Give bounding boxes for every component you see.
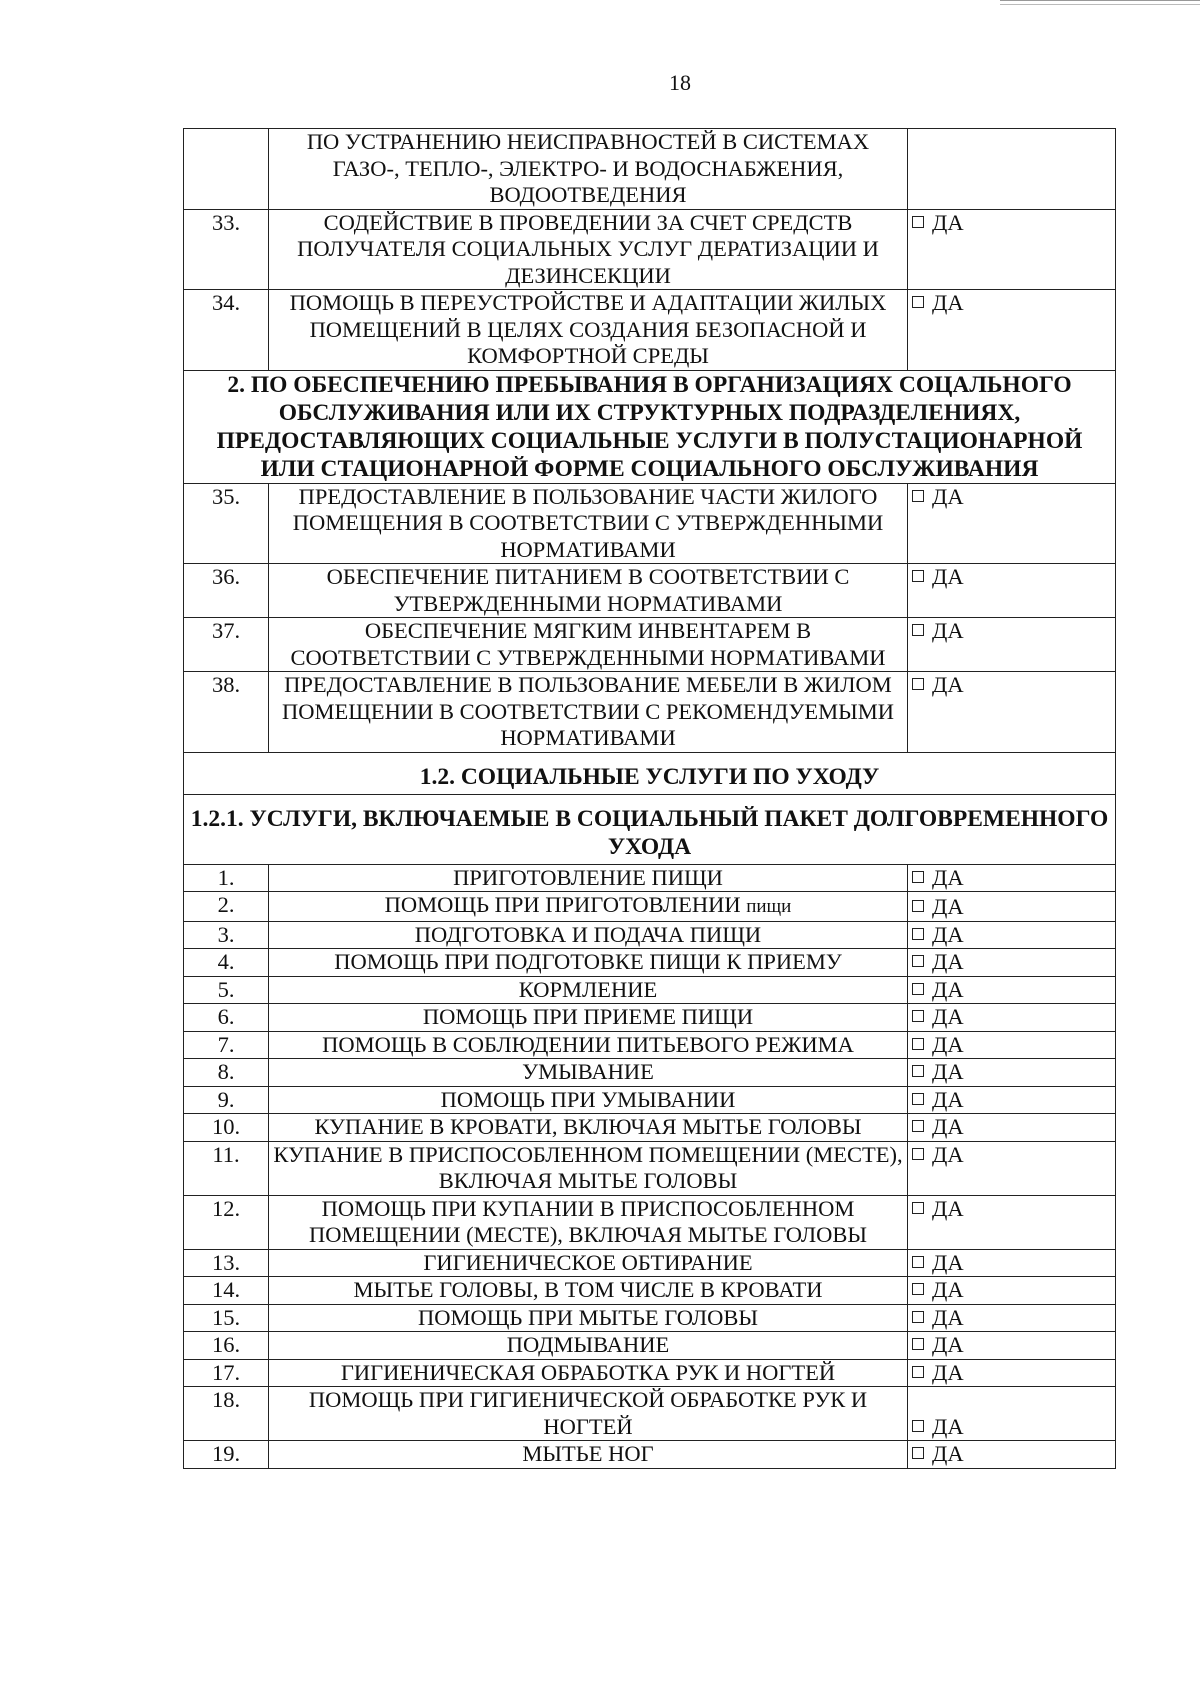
checkbox-label: ДА — [932, 1413, 964, 1439]
checkbox-label: ДА — [932, 483, 964, 509]
table-row — [184, 1277, 1116, 1305]
row-number: 5. — [184, 976, 269, 1004]
row-check — [908, 618, 1116, 672]
row-text — [269, 1086, 908, 1114]
row-text — [269, 1441, 908, 1469]
scan-edge-mark — [1000, 0, 1200, 5]
row-number: 3. — [184, 921, 269, 949]
table-row — [184, 129, 1116, 210]
table-row — [184, 921, 1116, 949]
row-check — [908, 1332, 1116, 1360]
checkbox-icon[interactable] — [912, 1093, 924, 1105]
row-number: 9. — [184, 1086, 269, 1114]
row-text-small: пищи — [746, 896, 792, 917]
row-number: 34. — [184, 290, 269, 371]
checkbox-icon[interactable] — [912, 296, 924, 308]
row-text — [269, 1359, 908, 1387]
table-row — [184, 1387, 1116, 1441]
row-text — [269, 1304, 908, 1332]
row-number: 16. — [184, 1332, 269, 1360]
row-text — [269, 564, 908, 618]
row-text-main: МЫТЬЕ ГОЛОВЫ, В ТОМ ЧИСЛЕ В КРОВАТИ — [353, 1277, 823, 1302]
table-row — [184, 892, 1116, 922]
row-number: 6. — [184, 1004, 269, 1032]
row-text — [269, 892, 908, 922]
checkbox-label: ДА — [932, 1031, 964, 1057]
row-number: 10. — [184, 1114, 269, 1142]
checkbox-label: ДА — [932, 1332, 964, 1357]
section-1-2-row — [184, 752, 1116, 794]
section-heading: 2. ПО ОБЕСПЕЧЕНИЮ ПРЕБЫВАНИЯ В ОРГАНИЗАЦИЯХ СОЦАЛЬНОГО ОБСЛУЖИВАНИЯ ИЛИ ИХ СТРУКТУРНЫХ ПОДРАЗДЕЛЕНИЯХ, ПРЕДОСТАВЛЯЮЩИХ СОЦИАЛЬНЫЕ УСЛУГИ В ПОЛУСТАЦИОНАРНОЙ ИЛИ СТАЦИОНАРНОЙ ФОРМЕ СОЦИАЛЬНОГО ОБСЛУЖИВАНИЯ — [184, 370, 1116, 483]
section-heading: 1.2. СОЦИАЛЬНЫЕ УСЛУГИ ПО УХОДУ — [184, 752, 1116, 794]
checkbox-icon[interactable] — [912, 1010, 924, 1022]
row-text-main: КОРМЛЕНИЕ — [518, 976, 658, 1002]
row-number: 7. — [184, 1031, 269, 1059]
table-row — [184, 1195, 1116, 1249]
row-number: 36. — [184, 564, 269, 618]
row-check — [908, 129, 1116, 210]
row-text — [269, 618, 908, 672]
checkbox-label: ДА — [932, 1277, 964, 1302]
table-row — [184, 1359, 1116, 1387]
row-check — [908, 949, 1116, 977]
row-text-main: ПРЕДОСТАВЛЕНИЕ В ПОЛЬЗОВАНИЕ МЕБЕЛИ В ЖИЛОМ ПОМЕЩЕНИИ В СООТВЕТСТВИИ С РЕКОМЕНДУЕМЫМИ НОРМАТИВАМИ — [281, 672, 895, 750]
row-text — [269, 483, 908, 564]
row-text — [269, 1195, 908, 1249]
row-check — [908, 976, 1116, 1004]
row-text — [269, 672, 908, 753]
row-number: 18. — [184, 1387, 269, 1441]
table-row — [184, 1031, 1116, 1059]
row-text-main: ПРЕДОСТАВЛЕНИЕ В ПОЛЬЗОВАНИЕ ЧАСТИ ЖИЛОГО ПОМЕЩЕНИЯ В СООТВЕТСТВИИ С УТВЕРЖДЕННЫМИ НОРМАТИВАМИ — [292, 483, 884, 562]
row-text-main: МЫТЬЕ НОГ — [522, 1441, 654, 1466]
row-number: 4. — [184, 949, 269, 977]
checkbox-icon[interactable] — [912, 1447, 924, 1459]
checkbox-icon[interactable] — [912, 1311, 924, 1323]
checkbox-icon[interactable] — [912, 871, 924, 883]
row-check — [908, 1277, 1116, 1305]
row-text — [269, 209, 908, 290]
checkbox-icon[interactable] — [912, 216, 924, 228]
checkbox-label: ДА — [932, 894, 964, 919]
row-number: 33. — [184, 209, 269, 290]
row-text-main: КУПАНИЕ В КРОВАТИ, ВКЛЮЧАЯ МЫТЬЕ ГОЛОВЫ — [314, 1114, 862, 1139]
row-check — [908, 1304, 1116, 1332]
checkbox-icon[interactable] — [912, 1256, 924, 1268]
table-row — [184, 1249, 1116, 1277]
row-text-main: КУПАНИЕ В ПРИСПОСОБЛЕННОМ ПОМЕЩЕНИИ (МЕСТЕ), ВКЛЮЧАЯ МЫТЬЕ ГОЛОВЫ — [273, 1141, 903, 1193]
services-table — [183, 128, 1116, 1469]
checkbox-label: ДА — [932, 1059, 964, 1084]
checkbox-label: ДА — [932, 564, 964, 589]
row-check — [908, 921, 1116, 949]
row-number: 38. — [184, 672, 269, 753]
checkbox-label: ДА — [932, 1441, 964, 1466]
table-row — [184, 1441, 1116, 1469]
row-text — [269, 290, 908, 371]
row-number — [184, 129, 269, 210]
row-number: 13. — [184, 1249, 269, 1277]
row-check — [908, 1249, 1116, 1277]
checkbox-icon[interactable] — [912, 1283, 924, 1295]
row-number: 2. — [184, 892, 269, 922]
row-check — [908, 290, 1116, 371]
row-check — [908, 864, 1116, 892]
checkbox-label: ДА — [932, 1195, 964, 1221]
row-text-main: ПОМОЩЬ ПРИ УМЫВАНИИ — [440, 1086, 736, 1112]
row-number: 14. — [184, 1277, 269, 1305]
checkbox-label: ДА — [932, 672, 964, 697]
checkbox-label: ДА — [932, 1304, 964, 1330]
checkbox-icon[interactable] — [912, 955, 924, 967]
row-text-main: ОБЕСПЕЧЕНИЕ МЯГКИМ ИНВЕНТАРЕМ В СООТВЕТСТВИИ С УТВЕРЖДЕННЫМИ НОРМАТИВАМИ — [290, 618, 886, 670]
checkbox-icon[interactable] — [912, 490, 924, 502]
row-text-main: ПРИГОТОВЛЕНИЕ ПИЩИ — [453, 864, 723, 890]
row-text — [269, 1141, 908, 1195]
checkbox-label: ДА — [932, 618, 964, 643]
row-text — [269, 1114, 908, 1142]
row-text-main: УМЫВАНИЕ — [522, 1059, 654, 1084]
row-text-main: ПОМОЩЬ ПРИ КУПАНИИ В ПРИСПОСОБЛЕННОМ ПОМЕЩЕНИИ (МЕСТЕ), ВКЛЮЧАЯ МЫТЬЕ ГОЛОВЫ — [309, 1195, 867, 1247]
row-number: 35. — [184, 483, 269, 564]
checkbox-icon[interactable] — [912, 983, 924, 995]
row-check — [908, 1441, 1116, 1469]
row-check — [908, 1031, 1116, 1059]
row-check — [908, 1086, 1116, 1114]
row-check — [908, 1059, 1116, 1087]
row-text — [269, 949, 908, 977]
table-row — [184, 290, 1116, 371]
checkbox-icon[interactable] — [912, 1120, 924, 1132]
table-row — [184, 672, 1116, 753]
table-row — [184, 1086, 1116, 1114]
checkbox-label: ДА — [932, 1249, 964, 1275]
row-check — [908, 1359, 1116, 1387]
checkbox-icon[interactable] — [912, 928, 924, 940]
row-text — [269, 1031, 908, 1059]
section-2-row — [184, 370, 1116, 483]
checkbox-icon[interactable] — [912, 1148, 924, 1160]
checkbox-icon[interactable] — [912, 1038, 924, 1050]
row-text-main: ПОМОЩЬ В СОБЛЮДЕНИИ ПИТЬЕВОГО РЕЖИМА — [322, 1031, 854, 1057]
table-row — [184, 209, 1116, 290]
row-text-main: СОДЕЙСТВИЕ В ПРОВЕДЕНИИ ЗА СЧЕТ СРЕДСТВ ПОЛУЧАТЕЛЯ СОЦИАЛЬНЫХ УСЛУГ ДЕРАТИЗАЦИИ И ДЕЗИНСЕКЦИИ — [297, 209, 879, 288]
row-text: ПО УСТРАНЕНИЮ НЕИСПРАВНОСТЕЙ В СИСТЕМАХ ГАЗО-, ТЕПЛО-, ЭЛЕКТРО- И ВОДОСНАБЖЕНИЯ, ВОДООТВЕДЕНИЯ — [269, 129, 908, 210]
row-text-main: ПОМОЩЬ ПРИ ПРИГОТОВЛЕНИИ — [384, 892, 741, 917]
row-number: 12. — [184, 1195, 269, 1249]
checkbox-icon[interactable] — [912, 1366, 924, 1378]
row-text-main: ПОМОЩЬ В ПЕРЕУСТРОЙСТВЕ И АДАПТАЦИИ ЖИЛЫХ ПОМЕЩЕНИЙ В ЦЕЛЯХ СОЗДАНИЯ БЕЗОПАСНОЙ И КОМФОРТНОЙ СРЕДЫ — [289, 290, 887, 368]
checkbox-icon[interactable] — [912, 1202, 924, 1214]
table-row — [184, 1304, 1116, 1332]
row-check — [908, 1004, 1116, 1032]
table-row — [184, 483, 1116, 564]
row-text-main: ПОДГОТОВКА И ПОДАЧА ПИЩИ — [414, 921, 762, 947]
row-text-main: ПОМОЩЬ ПРИ ПРИЕМЕ ПИЩИ — [422, 1004, 754, 1029]
row-check — [908, 483, 1116, 564]
table-row — [184, 1114, 1116, 1142]
checkbox-icon[interactable] — [912, 1420, 924, 1432]
checkbox-icon[interactable] — [912, 1338, 924, 1350]
table-row — [184, 1004, 1116, 1032]
row-number: 37. — [184, 618, 269, 672]
checkbox-icon[interactable] — [912, 678, 924, 690]
row-check — [908, 1387, 1116, 1441]
checkbox-icon[interactable] — [912, 900, 924, 912]
row-text-main: ГИГИЕНИЧЕСКОЕ ОБТИРАНИЕ — [423, 1249, 753, 1275]
section-heading: 1.2.1. УСЛУГИ, ВКЛЮЧАЕМЫЕ В СОЦИАЛЬНЫЙ ПАКЕТ ДОЛГОВРЕМЕННОГО УХОДА — [184, 794, 1116, 864]
table-row — [184, 864, 1116, 892]
row-text — [269, 976, 908, 1004]
row-text-main: ГИГИЕНИЧЕСКАЯ ОБРАБОТКА РУК И НОГТЕЙ — [340, 1359, 836, 1385]
table-row — [184, 564, 1116, 618]
table-row — [184, 1332, 1116, 1360]
checkbox-icon[interactable] — [912, 624, 924, 636]
row-check — [908, 1195, 1116, 1249]
checkbox-label: ДА — [932, 976, 964, 1002]
row-number: 1. — [184, 864, 269, 892]
checkbox-label: ДА — [932, 1359, 964, 1385]
row-text — [269, 921, 908, 949]
row-text-main: ПОМОЩЬ ПРИ МЫТЬЕ ГОЛОВЫ — [417, 1304, 758, 1330]
row-text — [269, 1059, 908, 1087]
row-check — [908, 1141, 1116, 1195]
row-number: 17. — [184, 1359, 269, 1387]
table-row — [184, 618, 1116, 672]
row-check — [908, 209, 1116, 290]
section-1-2-1-row — [184, 794, 1116, 864]
table-row — [184, 949, 1116, 977]
checkbox-label: ДА — [932, 290, 964, 315]
checkbox-icon[interactable] — [912, 570, 924, 582]
table-row — [184, 976, 1116, 1004]
row-text — [269, 1332, 908, 1360]
row-check — [908, 672, 1116, 753]
page-number: 18 — [669, 70, 691, 95]
checkbox-label: ДА — [932, 949, 964, 974]
row-number: 11. — [184, 1141, 269, 1195]
row-text — [269, 1249, 908, 1277]
row-text-main: ПОДМЫВАНИЕ — [506, 1332, 670, 1357]
row-text-main: ОБЕСПЕЧЕНИЕ ПИТАНИЕМ В СООТВЕТСТВИИ С УТВЕРЖДЕННЫМИ НОРМАТИВАМИ — [326, 564, 850, 616]
checkbox-label: ДА — [932, 1004, 964, 1029]
row-number: 15. — [184, 1304, 269, 1332]
row-text — [269, 1387, 908, 1441]
checkbox-label: ДА — [932, 864, 964, 890]
table-row — [184, 1141, 1116, 1195]
checkbox-icon[interactable] — [912, 1065, 924, 1077]
row-text — [269, 1004, 908, 1032]
row-text — [269, 864, 908, 892]
checkbox-label: ДА — [932, 1114, 964, 1139]
row-check — [908, 564, 1116, 618]
checkbox-label: ДА — [932, 921, 964, 947]
row-text — [269, 1277, 908, 1305]
table-row — [184, 1059, 1116, 1087]
checkbox-label: ДА — [932, 209, 964, 235]
row-check — [908, 1114, 1116, 1142]
row-number: 8. — [184, 1059, 269, 1087]
row-check — [908, 892, 1116, 922]
row-text-main: ПОМОЩЬ ПРИ ПОДГОТОВКЕ ПИЩИ К ПРИЕМУ — [334, 949, 842, 974]
row-number: 19. — [184, 1441, 269, 1469]
row-text-main: ПОМОЩЬ ПРИ ГИГИЕНИЧЕСКОЙ ОБРАБОТКЕ РУК И НОГТЕЙ — [308, 1387, 868, 1439]
checkbox-label: ДА — [932, 1086, 964, 1112]
checkbox-label: ДА — [932, 1141, 964, 1167]
